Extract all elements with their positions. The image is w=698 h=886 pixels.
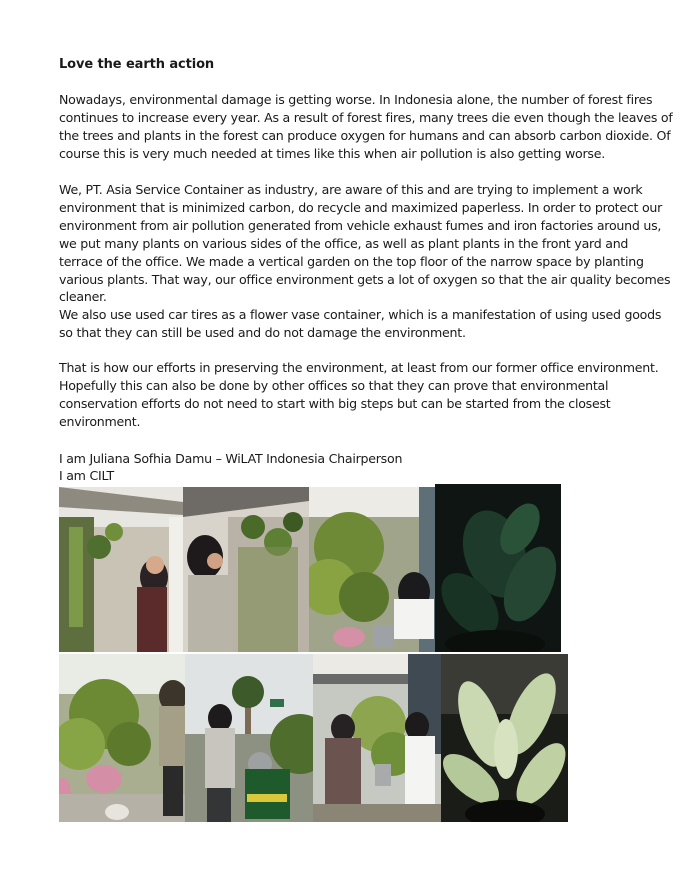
text-line: Nowadays, environmental damage is getting worse. In Indonesia alone, the number of forest fires — [59, 92, 653, 107]
photo-vertical-garden-2 — [183, 487, 309, 652]
text-line: the trees and plants in the forest can produce oxygen for humans and can absorb carbon dioxide. Of — [59, 127, 671, 143]
text-line: We also use used car tires as a flower vase container, which is a manifestation of using used goods — [59, 307, 662, 323]
photo-palm-plants — [309, 487, 435, 652]
photo-watering-palms — [59, 654, 185, 822]
photo-vertical-garden-1 — [59, 487, 183, 652]
text-line: we put many plants on various sides of the office, as well as plant plants in the front yard and — [59, 235, 629, 251]
paragraph-environment-damage — [59, 91, 673, 163]
text-line: continues to increase every year. As a result of forest fires, many trees die even though the leaves of — [59, 109, 673, 125]
text-line: environment that is minimized carbon, do recycle and maximized paperless. In order to protect our — [59, 199, 663, 215]
paragraph-company-efforts — [59, 181, 671, 342]
text-line: so that they can still be used and do not damage the environment. — [59, 325, 466, 341]
photo-tire-vase — [185, 654, 313, 822]
text-line: environment. — [59, 413, 141, 429]
text-line: course this is very much needed at times like this when air pollution is also getting worse. — [59, 145, 605, 161]
document-title: Love the earth action — [59, 57, 215, 72]
photo-variegated-leaves — [441, 654, 568, 822]
text-line: various plants. That way, our office environment gets a lot of oxygen so that the air quality becomes — [59, 271, 671, 287]
text-line: That is how our efforts in preserving the environment, at least from our former office environment. — [59, 360, 659, 375]
photo-dark-leaves — [435, 484, 561, 652]
text-line: conservation efforts do not need to start with big steps but can be started from the closest — [59, 395, 611, 411]
signature-line: I am CILT — [59, 468, 114, 483]
text-line: cleaner. — [59, 289, 107, 305]
signature-line: I am Juliana Sofhia Damu – WiLAT Indonesia Chairperson — [59, 451, 403, 466]
text-line: Hopefully this can also be done by other offices so that they can prove that environmental — [59, 377, 609, 393]
photo-planting-front-yard — [313, 654, 441, 822]
paragraph-conclusion — [59, 359, 663, 431]
text-line: terrace of the office. We made a vertical garden on the top floor of the narrow space by planting — [59, 253, 644, 269]
text-line: We, PT. Asia Service Container as industry, are aware of this and are trying to implement a work — [59, 182, 643, 197]
text-line: environment from air pollution generated from vehicle exhaust fumes and iron factories around us, — [59, 217, 662, 233]
